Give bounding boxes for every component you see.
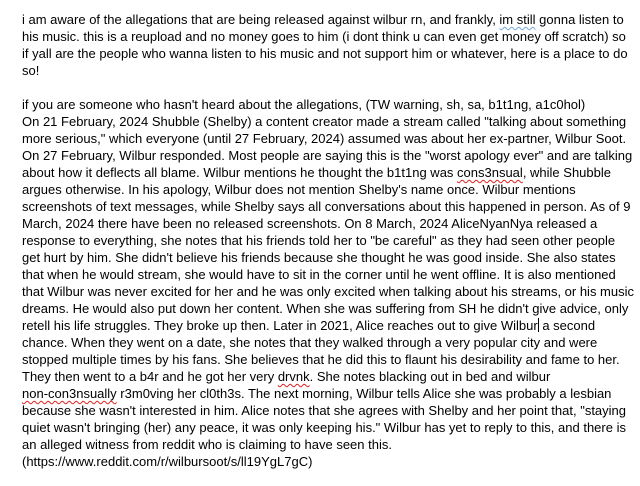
- text-segment: r3m0ving her cl0th3s. The next morning, Wilbur tells Alice she was probably a lesbian: [116, 386, 612, 401]
- text-line: [22, 368, 622, 385]
- text-segment: On 27 February, Wilbur responded. Most people are saying this is the "worst apology ever" and are talking: [22, 148, 633, 163]
- text-segment: i am aware of the allegations that are being released against wilbur rn, and frankly,: [22, 12, 500, 27]
- text-line: [22, 436, 622, 453]
- text-segment: quiet wasn't bringing (her) any peace, it was only keeping his." Wilbur has yet to reply to this, and there is: [22, 420, 626, 435]
- text-line: [22, 96, 622, 113]
- text-line: [22, 402, 627, 419]
- text-line: [22, 28, 626, 45]
- text-line: [22, 62, 622, 79]
- text-segment: a second: [538, 318, 596, 333]
- text-segment: argues otherwise. In his apology, Wilbur does not mention Shelby's name once. Wilbur mentions: [22, 182, 576, 197]
- text-line: [22, 198, 631, 215]
- text-segment: stopped multiple times by his fans. She believes that he did this to flaunt his desirability and fame to her.: [22, 352, 620, 367]
- text-segment: March, 2024 there have been no released screenshots. On 8 March, 2024 AliceNyanNya released a: [22, 216, 598, 231]
- text-line: [22, 300, 629, 317]
- text-segment: get hurt by him. She didn't believe his friends because she thought he was good inside. She also states: [22, 250, 616, 265]
- text-segment: They then went to a b4r and he got her very: [22, 369, 278, 384]
- text-line: [22, 351, 622, 368]
- text-segment: chance. When they went on a date, she notes that they walked through a very popular city and were: [22, 335, 598, 350]
- misspelled-word[interactable]: non-con3nsually: [22, 386, 117, 401]
- misspelled-word[interactable]: cons3nsual: [457, 165, 523, 180]
- text-line: [22, 419, 626, 436]
- text-line: [22, 232, 622, 249]
- text-line: [22, 266, 622, 283]
- text-segment: his music. this is a reupload and no money goes to him (i dont think u can even get money off scratch) so: [22, 29, 626, 44]
- text-segment: if yall are the people who wanna listen to his music and not support him or whatever, here is a place to do: [22, 46, 628, 61]
- text-line: [22, 453, 622, 470]
- text-line: [22, 164, 622, 181]
- text-segment: an alleged witness from reddit who is claiming to have seen this.: [22, 437, 392, 452]
- text-segment: (https://www.reddit.com/r/wilbursoot/s/ll19YgL7gC): [22, 454, 313, 469]
- text-line: [22, 283, 635, 300]
- text-line: [22, 130, 627, 147]
- text-line: [22, 147, 633, 164]
- text-segment: if you are someone who hasn't heard about the allegations, (TW warning, sh, sa, b1t1ng, a1c0hol): [22, 97, 586, 112]
- text-segment: about how it deflects all blame. Wilbur mentions he thought the b1t1ng was: [22, 165, 458, 180]
- text-segment: . She notes blacking out in bed and wilbur: [309, 369, 551, 384]
- grammar-flagged-text[interactable]: im still: [499, 12, 536, 27]
- text-segment: because she wasn't interested in him. Alice notes that she agrees with Shelby and her point that, "staying: [22, 403, 627, 418]
- text-segment: retell his life struggles. They broke up then. Later in 2021, Alice reaches out to give Wilbur: [22, 318, 538, 333]
- text-line: [22, 317, 622, 334]
- text-segment: dreams. He would also put down her content. When she was suffering from SH he didn't give advice, only: [22, 301, 629, 316]
- text-line: [22, 181, 622, 198]
- text-segment: On 21 February, 2024 Shubble (Shelby) a content creator made a stream called "talking about something: [22, 114, 627, 129]
- text-line: [22, 79, 622, 96]
- misspelled-word[interactable]: drvnk: [277, 369, 310, 384]
- text-line: [22, 11, 622, 28]
- text-segment: screenshots of text messages, while Shelby says all conversations about this happened in person. As of 9: [22, 199, 631, 214]
- text-segment: gonna listen to: [535, 12, 624, 27]
- text-segment: more serious," which everyone (until 27 February, 2024) assumed was about her ex-partner, Wilbur Soot.: [22, 131, 627, 146]
- text-line: [22, 334, 622, 351]
- text-segment: response to everything, she notes that his friends told her to "be careful" as they had seen other people: [22, 233, 616, 248]
- text-line: [22, 113, 627, 130]
- text-line: [22, 385, 622, 402]
- text-segment: that when he would stream, she would have to sit in the corner until he went offline. It is also mentioned: [22, 267, 616, 282]
- text-segment: so!: [22, 63, 40, 78]
- text-line: [22, 215, 622, 232]
- text-segment: that Wilbur was never excited for her and he was only excited when talking about his streams, or his music: [22, 284, 635, 299]
- text-line: [22, 249, 622, 266]
- text-segment: , while Shubble: [522, 165, 611, 180]
- text-line: [22, 45, 628, 62]
